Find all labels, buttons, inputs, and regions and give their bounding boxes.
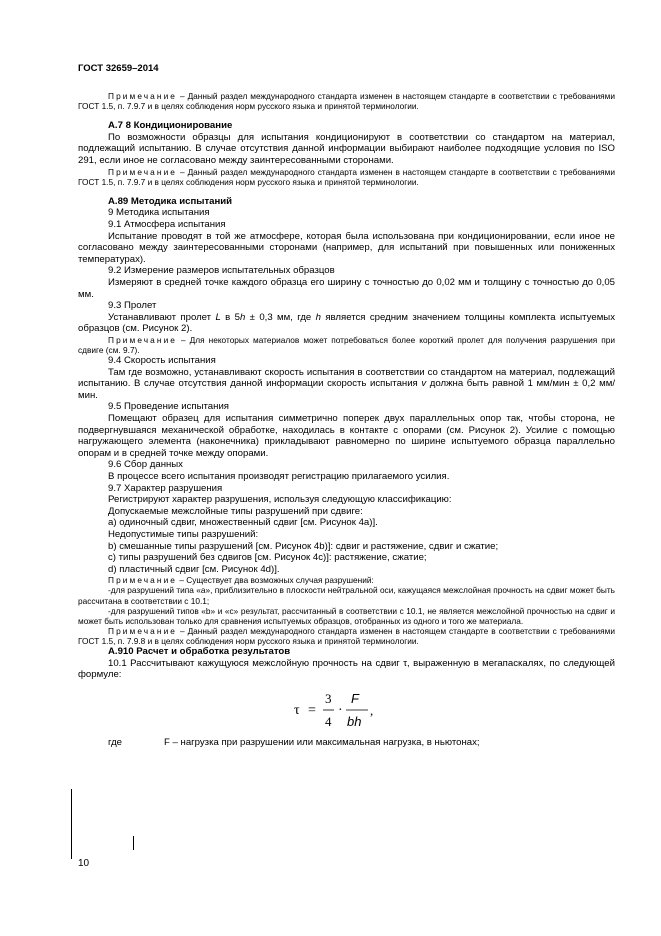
paragraph: Регистрируют характер разрушения, используя следующую классификацию:	[108, 494, 452, 506]
page-number: 10	[78, 858, 90, 869]
paragraph: Допускаемые межслойные типы разрушений при сдвиге:	[108, 505, 363, 517]
subsection-title: 9.7 Характер разрушения	[108, 482, 223, 494]
section-heading-a910: А.910 Расчет и обработка результатов	[108, 646, 291, 657]
formula-equals: =	[308, 702, 316, 718]
subsection-title: 9.2 Измерение размеров испытательных образцов	[108, 265, 335, 277]
note-3: Примечание – Для некоторых материалов может потребоваться более короткий пролет для получения разрушения при сдвиге (см. 9.7).	[78, 334, 615, 355]
paragraph: В процессе всего испытания производят регистрацию прилагаемого усилия.	[108, 471, 450, 482]
subsection-title: 9.3 Пролет	[108, 300, 157, 312]
list-item: d) пластичный сдвиг [см. Рисунок 4d)].	[108, 563, 280, 575]
note-item: -для разрушений типа «а», приблизительно в плоскости нейтральной оси, кажущаяся межслойная прочность на сдвиг может быть рассчитана в соответствии с 10.1;	[78, 585, 615, 606]
paragraph: Измеряют в средней точке каждого образца его ширину с точностью до 0,02 мм и толщину с точностью до 0,05 мм.	[78, 276, 615, 300]
subsection-title: 9.6 Сбор данных	[108, 459, 183, 471]
section-heading-a89: А.89 Методика испытаний	[108, 195, 233, 207]
note-2: Примечание – Данный раздел международного стандарта изменен в настоящем стандарте в соответствии с требованиями ГОСТ 1.5, п. 7.9.7 и в целях соблюдения норм русского языка и принятой терминологии.	[78, 166, 615, 187]
paragraph: Помещают образец для испытания симметрично поперек двух параллельных опор так, чтобы сторона, не подвергнувшаяся механической обработке, находилась в контакте с опорами (см. Рисунок 2). Усилие с помощью нагружающего элемента (наконечника) прикладывают равномерно по ширине испытуемого образца параллельно опорам и в средней точке между опорами.	[78, 413, 615, 459]
subsection-title: 9.5 Проведение испытания	[108, 401, 229, 413]
paragraph: 10.1 Рассчитывают кажущуюся межслойную прочность на сдвиг τ, выраженную в мегапаскалях, по следующей формуле:	[78, 657, 615, 681]
formula-num2: F	[351, 690, 359, 706]
page-content	[78, 91, 615, 751]
formula-trail: ,	[370, 702, 374, 718]
paragraph: По возможности образцы для испытания кондиционируют в соответствии со стандартом на материал, подлежащий испытанию. В случае отсутствия данной информации выбирают наиболее подходящие условия по ISO 291, если иное не согласовано между заинтересованными сторонами.	[78, 131, 615, 166]
document-header: ГОСТ 32659–2014	[78, 63, 159, 74]
formula	[78, 681, 615, 737]
formula-dot: ·	[338, 702, 343, 718]
note-4: Примечание – Существует два возможных случая разрушений:	[108, 575, 374, 586]
subsection-title: 9.4 Скорость испытания	[108, 355, 216, 367]
paragraph: Испытание проводят в той же атмосфере, которая была использована при кондиционировании, если иное не согласовано между заинтересованными сторонами (например, для испытаний при повышенных или пониженных температурах).	[78, 230, 615, 265]
subsection-title: 9 Методика испытания	[108, 207, 210, 219]
list-item: c) типы разрушений без сдвигов [см. Рисунок 4c)]: растяжение, сжатие;	[108, 552, 427, 564]
note-label: Примечание	[108, 575, 178, 586]
where-label: где	[108, 736, 123, 748]
paragraph: Устанавливают пролет L в 5h ± 0,3 мм, где h является средним значением толщины комплекта испытуемых образцов (см. Рисунок 2).	[78, 311, 615, 335]
formula-num1: 3	[325, 690, 332, 706]
where-definition: F – нагрузка при разрушении или максимальная нагрузка, в ньютонах;	[164, 736, 480, 748]
note-label: Примечание	[108, 91, 178, 101]
note-label: Примечание	[108, 166, 178, 177]
revision-bar	[71, 789, 72, 859]
where-clause	[78, 737, 615, 751]
revision-bar-short	[133, 836, 134, 850]
note-5: Примечание – Данный раздел международного стандарта изменен в настоящем стандарте в соответствии с требованиями ГОСТ 1.5, п. 7.9.8 и в целях соблюдения норм русского языка и принятой терминологии.	[78, 625, 615, 646]
subsection-title: 9.1 Атмосфера испытания	[108, 218, 226, 230]
list-item: а) одиночный сдвиг, множественный сдвиг [см. Рисунок 4а)].	[108, 517, 378, 529]
formula-lhs: τ	[294, 702, 300, 718]
note-label: Примечание	[108, 625, 178, 636]
formula-den1: 4	[325, 713, 332, 729]
formula-den2: bh	[347, 713, 362, 729]
note-1: Примечание – Данный раздел международного стандарта изменен в настоящем стандарте в соответствии с требованиями ГОСТ 1.5, п. 7.9.7 и в целях соблюдения норм русского языка и принятой терминологии.	[78, 91, 615, 112]
paragraph: Недопустимые типы разрушений:	[108, 528, 259, 540]
list-item: b) смешанные типы разрушений [см. Рисунок 4b)]: сдвиг и растяжение, сдвиг и сжатие;	[108, 540, 499, 552]
note-item: -для разрушений типов «b» и «c» результат, рассчитанный в соответствии с 10.1, не является межслойной прочностью на сдвиг и может быть использован только для сравнения испытуемых образцов, отобранных из одного и того же материала.	[78, 605, 615, 626]
section-heading-a7: А.7 8 Кондиционирование	[108, 120, 233, 132]
note-label: Примечание	[108, 334, 178, 345]
shear-strength-formula	[288, 687, 408, 733]
paragraph: Там где возможно, устанавливают скорость испытания в соответствии со стандартом на материал, подлежащий испытанию. В случае отсутствия данной информации скорость испытания v должна быть равной 1 мм/мин ± 0,2 мм/мин.	[78, 366, 615, 401]
